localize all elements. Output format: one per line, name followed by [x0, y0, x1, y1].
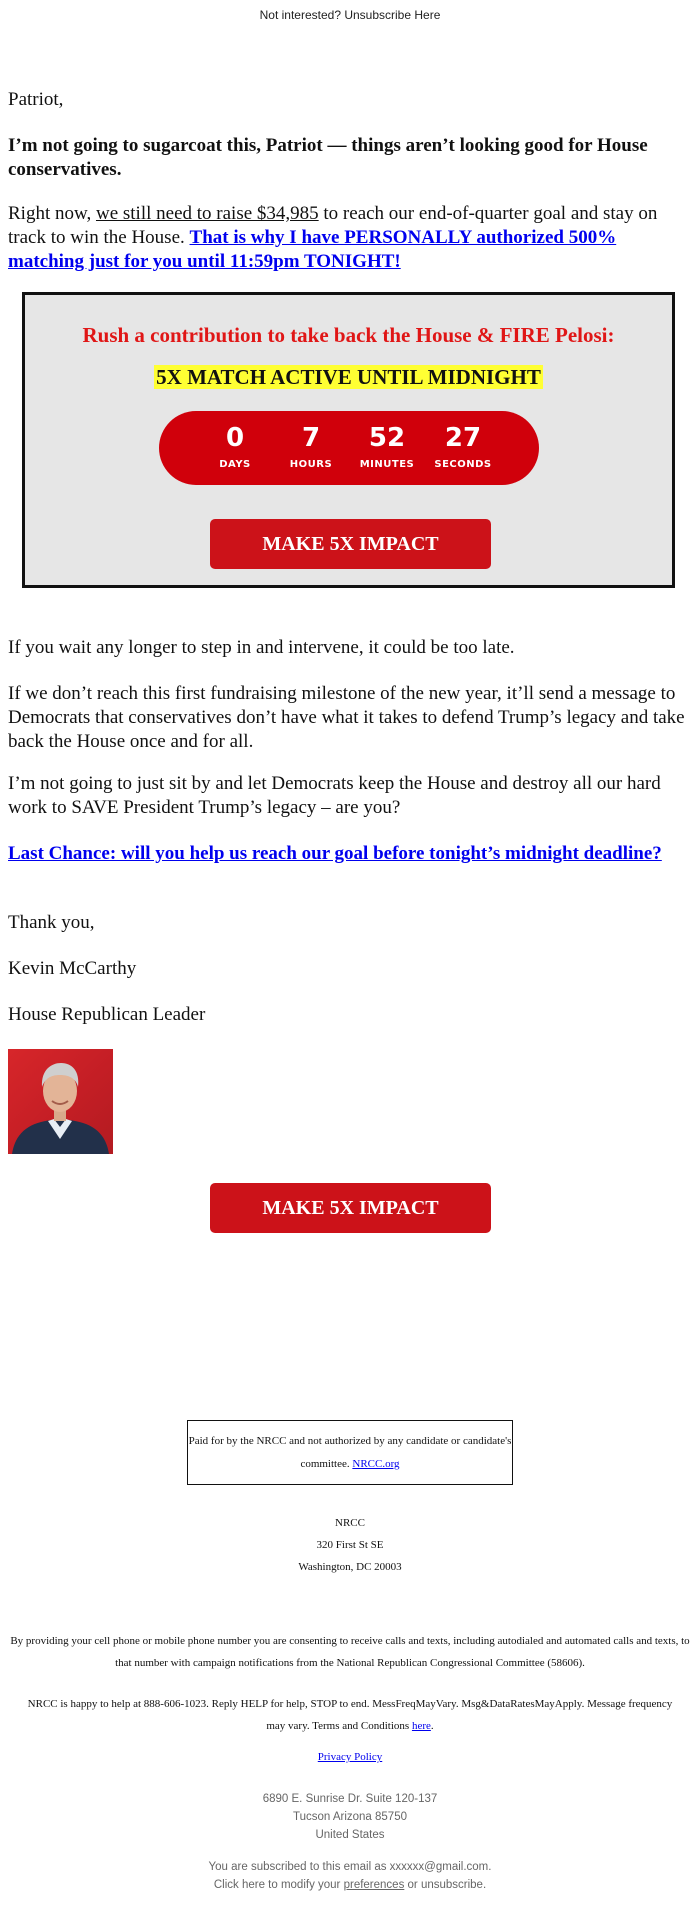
signature-photo	[8, 1049, 113, 1154]
countdown-days-value: 0	[225, 423, 245, 453]
last-chance-link[interactable]: Last Chance: will you help us reach our goal before tonight’s midnight deadline?	[8, 843, 662, 864]
goal-amount-text: we still need to raise $34,985	[95, 203, 319, 224]
sms-consent: By providing your cell phone or mobile phone number you are consenting to receive calls and texts, including autodialed and automated calls and texts, to that number with campaign notifications from the National Republican Congressional Committee (58606).	[10, 1635, 690, 1669]
preferences-link[interactable]: preferences	[343, 1879, 405, 1891]
modify-preferences-text	[0, 1876, 700, 1894]
donation-panel	[22, 292, 675, 588]
countdown-seconds-label: SECONDS	[434, 459, 492, 470]
intro-text: Right now,	[8, 203, 96, 224]
paragraph-milestone: If we don’t reach this first fundraising milestone of the new year, it’ll send a message to Democrats that conservatives don’t have what it takes to defend Trump’s legacy and take back the House once and for all.	[8, 683, 685, 752]
signature-title: House Republican Leader	[8, 1004, 206, 1025]
privacy-policy-link[interactable]: Privacy Policy	[317, 1751, 383, 1763]
intro-middle-text: to reach our end-of-quarter goal and stay on track to win the House.	[8, 203, 658, 248]
modify-prefix: Click here to modify your	[213, 1879, 344, 1891]
help-body: NRCC is happy to help at 888-606-1023. Reply HELP for help, STOP to end. MessFreqMayVary. Msg&DataRatesMayApply. Message frequency may vary. Terms and Conditions	[27, 1698, 673, 1732]
paragraph-sit-by: I’m not going to just sit by and let Democrats keep the House and destroy all our hard work to SAVE President Trump’s legacy – are you?	[8, 773, 661, 818]
thanks: Thank you,	[8, 912, 95, 933]
portrait-illustration	[8, 1049, 113, 1154]
org-address-line2: Washington, DC 20003	[298, 1561, 402, 1573]
subscribed-text: You are subscribed to this email as xxxxxx@gmail.com.	[208, 1861, 492, 1873]
make-impact-button[interactable]: MAKE 5X IMPACT	[210, 519, 491, 569]
org-address-line1: 320 First St SE	[316, 1539, 384, 1551]
panel-title: Rush a contribution to take back the House & FIRE Pelosi:	[82, 323, 615, 347]
paid-for-box	[187, 1420, 513, 1485]
headline: I’m not going to sugarcoat this, Patriot — things aren’t looking good for House conservatives.	[8, 135, 648, 180]
countdown-minutes-label: MINUTES	[359, 459, 415, 470]
last-chance-paragraph	[8, 842, 688, 866]
mail-address-line3: United States	[315, 1829, 385, 1841]
paid-for-text: Paid for by the NRCC and not authorized by any candidate or candidate's committee.	[188, 1435, 512, 1470]
make-impact-button-bottom[interactable]: MAKE 5X IMPACT	[210, 1183, 491, 1233]
countdown-seconds	[425, 423, 501, 470]
signature-name: Kevin McCarthy	[8, 958, 137, 979]
greeting: Patriot,	[8, 89, 64, 110]
modify-suffix: or unsubscribe.	[404, 1879, 487, 1891]
help-text	[20, 1693, 680, 1737]
countdown-days-label: DAYS	[219, 459, 251, 470]
help-end: .	[430, 1720, 434, 1732]
unsubscribe-link[interactable]: Not interested? Unsubscribe Here	[259, 8, 441, 22]
intro-paragraph	[8, 202, 688, 274]
countdown-minutes	[349, 423, 425, 470]
mail-address-line1: 6890 E. Sunrise Dr. Suite 120-137	[262, 1793, 438, 1805]
countdown-hours-label: HOURS	[289, 459, 333, 470]
countdown-timer	[159, 411, 539, 485]
mail-address-line2: Tucson Arizona 85750	[292, 1811, 407, 1823]
privacy-row	[0, 1746, 700, 1768]
countdown-seconds-value: 27	[444, 423, 482, 453]
match-highlight-text: 5X MATCH ACTIVE UNTIL MIDNIGHT	[156, 365, 541, 389]
countdown-minutes-value: 52	[368, 423, 406, 453]
countdown-hours	[273, 423, 349, 470]
match-highlight	[25, 365, 672, 390]
paragraph-too-late: If you wait any longer to step in and intervene, it could be too late.	[8, 637, 515, 658]
org-name: NRCC	[335, 1517, 365, 1529]
matching-link[interactable]: That is why I have PERSONALLY authorized 500% matching just for you until 11:59pm TONIGHT!	[8, 227, 617, 272]
countdown-days	[197, 423, 273, 470]
terms-link[interactable]: here	[411, 1720, 431, 1732]
nrcc-link[interactable]: NRCC.org	[352, 1458, 400, 1470]
countdown-hours-value: 7	[301, 423, 321, 453]
